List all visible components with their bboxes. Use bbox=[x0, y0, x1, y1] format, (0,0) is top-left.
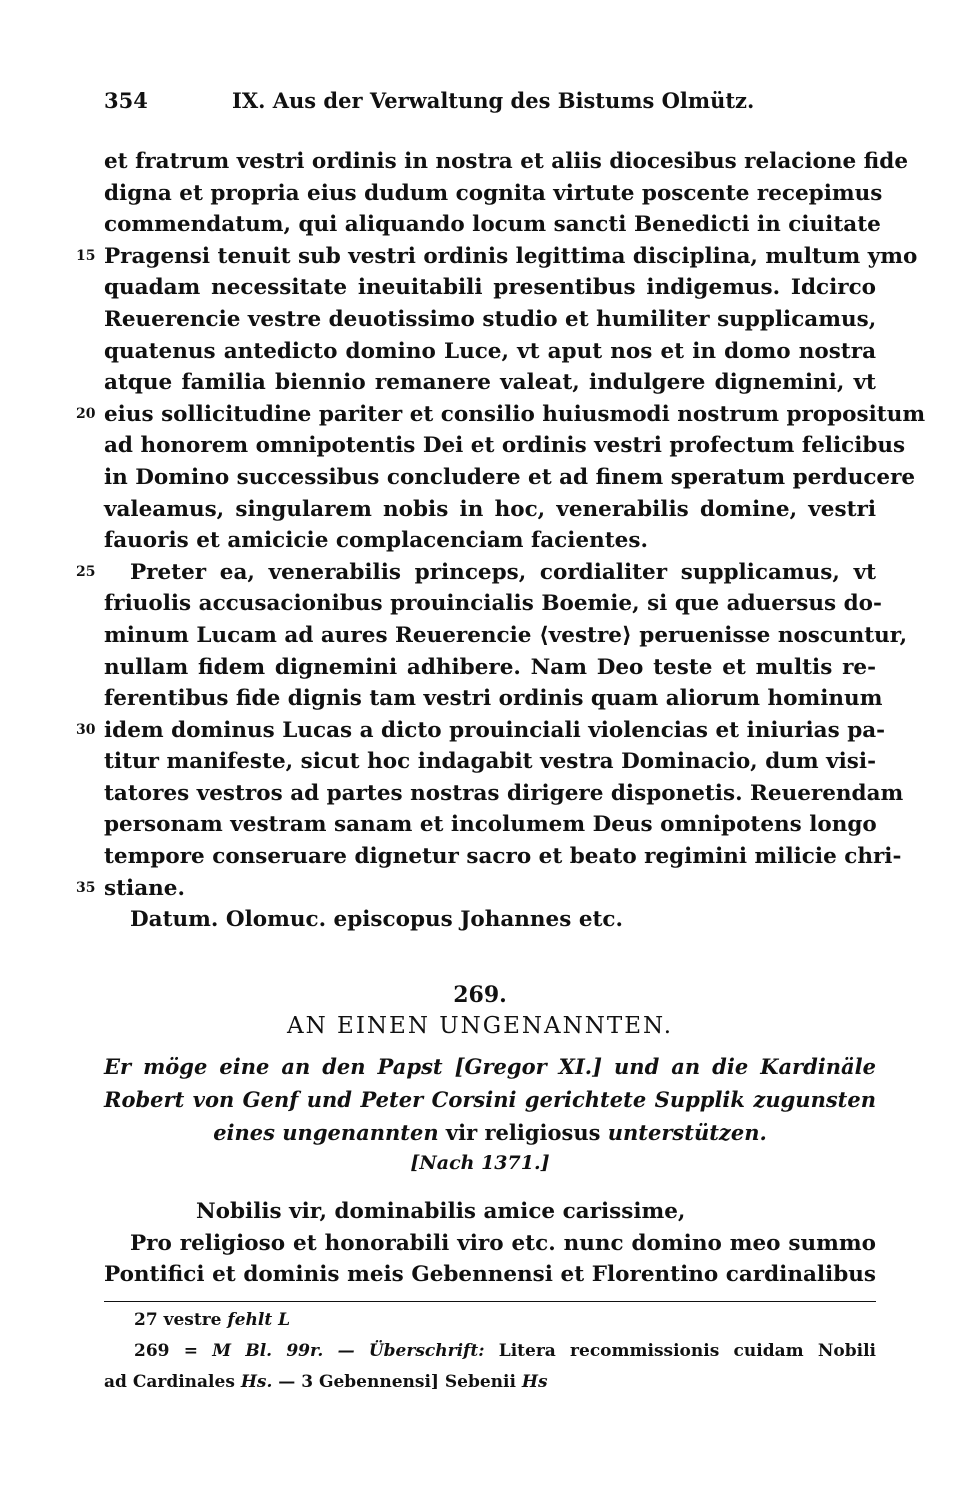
footnote-text: ad Cardinales bbox=[104, 1372, 235, 1392]
line-number: 25 bbox=[76, 563, 96, 580]
text-line bbox=[104, 588, 882, 620]
text-line: Pro religioso et honorabili viro etc. nunc domino meo summo bbox=[130, 1230, 876, 1256]
line-number: 15 bbox=[76, 247, 96, 264]
footnote bbox=[104, 1305, 876, 1336]
line-text: Datum. Olomuc. episcopus Johannes etc. bbox=[130, 907, 623, 933]
footnote-text: 269 = bbox=[134, 1341, 198, 1361]
footnote bbox=[104, 1367, 876, 1398]
running-title: IX. Aus der Verwaltung des Bistums Olmütz. bbox=[232, 88, 755, 113]
regest-line: Robert von Genf und Peter Corsini gerichtete Supplik zugunsten bbox=[104, 1087, 876, 1112]
line-text: valeamus, singularem nobis in hoc, venerabilis domine, vestri bbox=[104, 496, 876, 522]
footnote-text: — 3 Gebennensi] Sebenii bbox=[278, 1372, 516, 1392]
line-text: nullam fidem dignemini adhibere. Nam Deo teste et multis re- bbox=[104, 654, 876, 680]
page-number: 354 bbox=[104, 88, 148, 113]
line-number: 30 bbox=[76, 721, 96, 738]
line-text: Reuerencie vestre deuotissimo studio et humiliter supplicamus, bbox=[104, 306, 877, 332]
line-text: commendatum, qui aliquando locum sancti Benedicti in ciuitate bbox=[104, 212, 881, 238]
text-line bbox=[104, 209, 881, 241]
regest-text: eines ungenannten bbox=[213, 1120, 439, 1145]
line-text: Pragensi tenuit sub vestri ordinis legittima disciplina, multum ymo bbox=[104, 243, 918, 269]
text-line bbox=[104, 778, 904, 810]
text-line bbox=[104, 272, 876, 304]
line-text: quadam necessitate ineuitabili presentibus indigemus. Idcirco bbox=[104, 275, 876, 301]
salutation: Nobilis vir, dominabilis amice carissime, bbox=[196, 1199, 686, 1224]
regest-line: Er möge eine an den Papst [Gregor XI.] und an die Kardinäle bbox=[104, 1054, 876, 1079]
line-text: personam vestram sanam et incolumem Deus omnipotens longo bbox=[104, 812, 877, 838]
text-line bbox=[104, 841, 902, 873]
line-number: 20 bbox=[76, 405, 96, 422]
line-text: tempore conseruare dignetur sacro et beato regimini milicie chri- bbox=[104, 844, 902, 870]
page-header bbox=[104, 88, 884, 120]
text-line bbox=[104, 746, 876, 778]
line-text: friuolis accusacionibus prouincialis Boemie, si que aduersus do- bbox=[104, 591, 882, 617]
letter-text bbox=[104, 1196, 876, 1291]
text-line bbox=[104, 430, 906, 462]
text-line bbox=[76, 399, 926, 431]
line-text: stiane. bbox=[104, 875, 185, 901]
regest-quoted-text: vir religiosus bbox=[445, 1120, 601, 1145]
text-line bbox=[104, 367, 876, 399]
line-text: ad honorem omnipotentis Dei et ordinis vestri profectum felicibus bbox=[104, 433, 906, 459]
text-line bbox=[104, 904, 876, 936]
line-text: quatenus antedicto domino Luce, vt aput nos et in domo nostra bbox=[104, 338, 876, 364]
line-text: Preter ea, venerabilis princeps, cordialiter supplicamus, vt bbox=[130, 559, 876, 585]
regest-line bbox=[104, 1116, 876, 1149]
line-text: et fratrum vestri ordinis in nostra et aliis diocesibus relacione fide bbox=[104, 149, 909, 174]
line-text: in Domino successibus concludere et ad finem speratum perducere bbox=[104, 464, 916, 490]
line-text: digna et propria eius dudum cognita virtute poscente recepimus bbox=[104, 180, 883, 206]
line-number: 35 bbox=[76, 879, 96, 896]
line-text: ferentibus fide dignis tam vestri ordinis quam aliorum hominum bbox=[104, 686, 883, 712]
text-line bbox=[104, 146, 909, 178]
footnotes bbox=[104, 1305, 876, 1398]
footnote-text: M Bl. 99r. — Überschrift: bbox=[212, 1341, 485, 1361]
line-text: eius sollicitudine pariter et consilio huiusmodi nostrum propositum bbox=[104, 401, 926, 427]
footnote-text: fehlt L bbox=[227, 1310, 291, 1330]
text-line bbox=[76, 715, 886, 747]
footnote-text: Hs bbox=[521, 1372, 548, 1392]
regest bbox=[104, 1050, 876, 1149]
text-line bbox=[104, 652, 876, 684]
text-line bbox=[104, 525, 876, 557]
line-text: atque familia biennio remanere valeat, indulgere dignemini, vt bbox=[104, 370, 876, 396]
text-line bbox=[104, 683, 883, 715]
text-line bbox=[104, 494, 876, 526]
line-text: idem dominus Lucas a dicto prouinciali violencias et iniurias pa- bbox=[104, 717, 886, 743]
text-line: Pontifici et dominis meis Gebennensi et Florentino cardinalibus bbox=[104, 1262, 876, 1288]
text-line bbox=[104, 304, 876, 336]
text-line bbox=[104, 462, 916, 494]
line-text: titur manifeste, sicut hoc indagabit vestra Dominacio, dum visi- bbox=[104, 749, 876, 775]
line-text: minum Lucam ad aures Reuerencie ⟨vestre⟩ peruenisse noscuntur, bbox=[104, 622, 908, 648]
document-heading: AN EINEN UNGENANNTEN. bbox=[286, 1013, 674, 1039]
text-line bbox=[104, 336, 876, 368]
line-text: fauoris et amicicie complacenciam facientes. bbox=[104, 528, 648, 554]
footnote-rule bbox=[104, 1301, 876, 1302]
footnote bbox=[104, 1336, 876, 1367]
text-line bbox=[104, 178, 883, 210]
footnote-text: 27 vestre bbox=[134, 1310, 222, 1330]
document-date: [Nach 1371.] bbox=[410, 1152, 550, 1174]
text-line bbox=[104, 809, 876, 841]
text-line bbox=[104, 620, 908, 652]
main-text bbox=[76, 146, 926, 936]
line-text: tatores vestros ad partes nostras dirigere disponetis. Reuerendam bbox=[104, 780, 904, 806]
text-line bbox=[76, 873, 876, 905]
text-line bbox=[76, 241, 918, 273]
footnote-text: Litera recommissionis cuidam Nobili bbox=[498, 1341, 876, 1361]
footnote-text: Hs. bbox=[240, 1372, 273, 1392]
text-line bbox=[76, 557, 876, 589]
regest-text: unterstützen. bbox=[607, 1120, 767, 1145]
document-number: 269. bbox=[453, 982, 507, 1008]
